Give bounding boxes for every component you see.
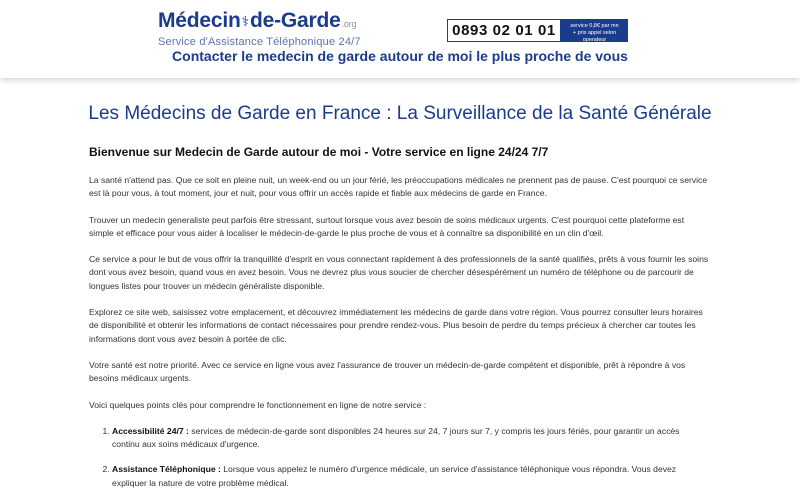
point-label: Accessibilité 24/7 : <box>112 425 189 436</box>
phone-number[interactable]: 0893 02 01 01 <box>448 20 562 41</box>
page-title: Les Médecins de Garde en France : La Surveillance de la Santé Générale <box>88 103 712 124</box>
logo-part1: Médecin <box>158 9 241 32</box>
generalist-paragraph: Trouver un medecin generaliste peut parfois être stressant, surtout lorsque vous avez besoin de soins médicaux urgents. C'est pourquoi cette plateforme est simple et efficace pour vous aider à localiser le médecin-de-garde le plus proche de vous et à connaître sa disponibilité en un clin d'œil. <box>89 214 685 238</box>
phone-pricing-info <box>562 20 627 41</box>
main-content <box>88 102 712 490</box>
logo-part2: de-Garde <box>250 9 341 32</box>
point-text: Lorsque vous appelez le numéro d'urgence médicale, un service d'assistance téléphonique vous répondra. Vous devez expliquer la nature de votre problème médical. <box>112 464 677 488</box>
phone-pricing-line1: service 0,8€ par mn <box>570 23 619 29</box>
priority-paragraph: Votre santé est notre priorité. Avec ce service en ligne vous avez l'assurance de trouver un médecin-de-garde compétent et disponible, prêt à répondre à vos besoins médicaux urgents. <box>89 359 686 384</box>
header-headline: Contacter le medecin de garde autour de moi le plus proche de vous <box>172 48 628 64</box>
logo-tld: .org <box>341 19 357 29</box>
logo-wordmark <box>158 9 361 36</box>
site-header <box>0 0 800 78</box>
welcome-heading: Bienvenue sur Medecin de Garde autour de moi - Votre service en ligne 24/24 7/7 <box>89 145 549 159</box>
list-item <box>112 425 709 452</box>
service-goal-paragraph: Ce service a pour le but de vous offrir la tranquillité d'esprit en vous connectant rapidement à des professionnels de la santé qualifiés, prêts à vous fournir les soins dont vous avez besoin, quand vous en avez besoin. Vous ne devrez plus vous soucier de chercher désespérément un numéro de téléphone ou de parcourir de longues listes pour trouver un médecin généraliste disponible. <box>89 254 709 291</box>
key-points-list <box>89 425 709 490</box>
point-text: services de médecin-de-garde sont disponibles 24 heures sur 24, 7 jours sur 7, y compris les jours fériés, pour garantir un accès continu aux soins médicaux d'urgence. <box>112 425 680 450</box>
site-logo[interactable] <box>158 9 361 48</box>
caduceus-icon: ⚕ <box>241 13 249 29</box>
intro-paragraph: La santé n'attend pas. Que ce soit en pleine nuit, un week-end ou un jour férié, les préoccupations médicales ne prennent pas de pause. C'est pourquoi ce service est là pour vous, à tout moment, jour et nuit, pour vous offrir un accès rapide et fiable aux médecins de garde en France. <box>89 175 708 199</box>
phone-call-banner[interactable] <box>447 19 628 42</box>
phone-pricing-line2: + prix appel selon operateur <box>572 30 617 43</box>
key-points-intro: Voici quelques points clés pour comprendre le fonctionnement en ligne de notre service : <box>89 399 427 410</box>
point-label: Assistance Téléphonique : <box>112 464 221 475</box>
list-item <box>112 463 709 490</box>
explore-paragraph: Explorez ce site web, saisissez votre emplacement, et découvrez immédiatement les médecins de garde dans votre région. Vous pourrez consulter leurs horaires de disponibilité et obtenir les informations de contact nécessaires pour prendre rendez-vous. Plus besoin de perdre du temps précieux à chercher car toutes les informations dont vous avez besoin à portée de clic. <box>89 307 703 344</box>
logo-tagline: Service d'Assistance Téléphonique 24/7 <box>158 36 361 48</box>
